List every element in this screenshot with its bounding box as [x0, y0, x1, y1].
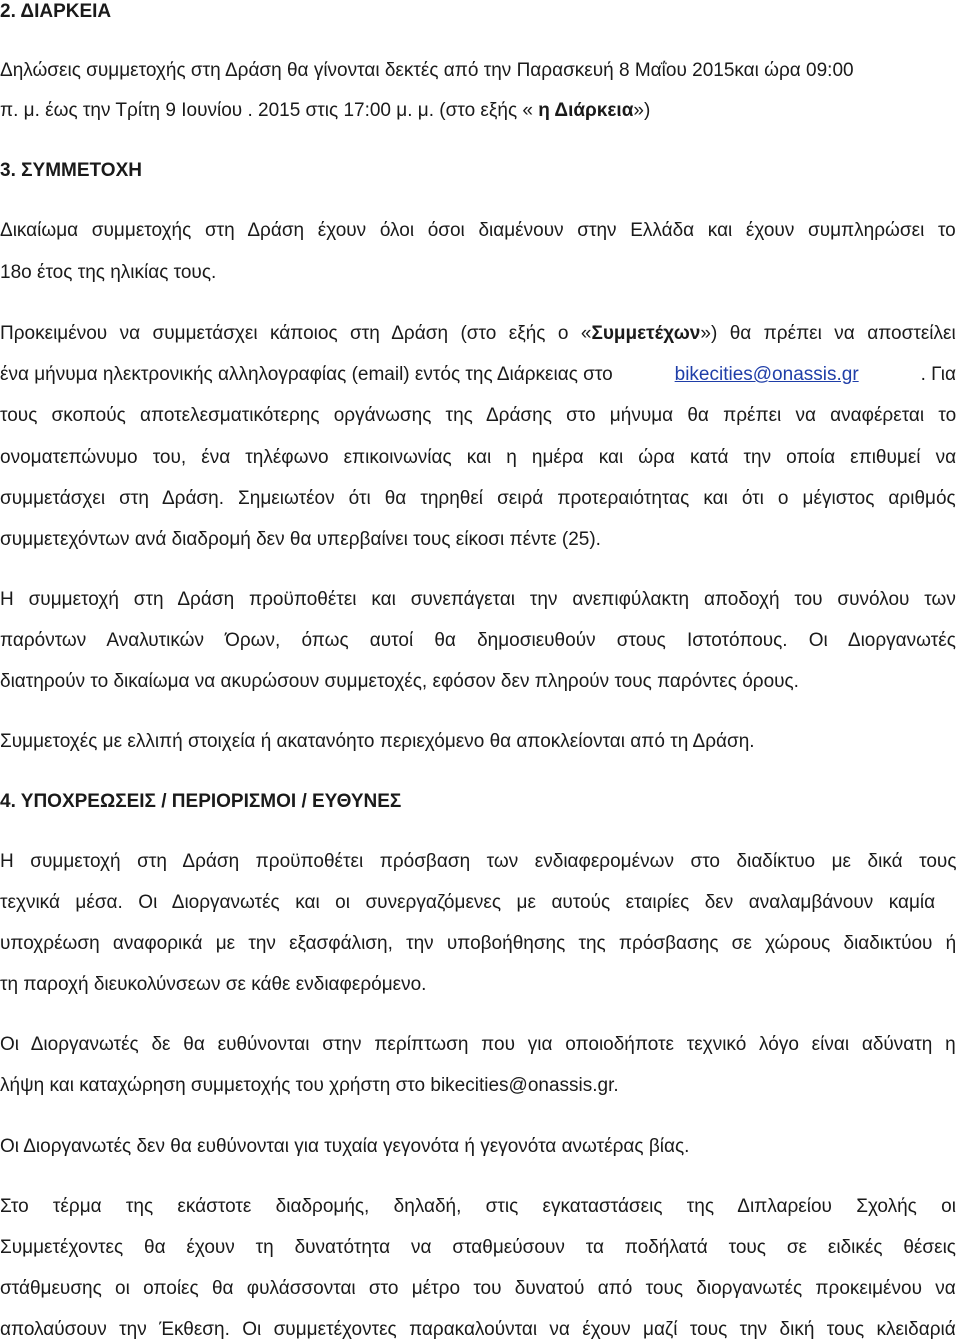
section-2-line-1: Δηλώσεις συμμετοχής στη Δράση θα γίνονται δεκτές από την Παρασκευή 8 Μαΐου 2015και ώρα 09:00 [0, 60, 854, 81]
section-4-heading: 4. ΥΠΟΧΡΕΩΣΕΙΣ / ΠΕΡΙΟΡΙΣΜΟΙ / ΕΥΘΥΝΕΣ [0, 791, 402, 812]
s3-p1-line-1: Δικαίωμα συμμετοχής στη Δράση έχουν όλοι όσοι διαμένουν στην Ελλάδα και έχουν συμπληρώσει το [0, 220, 956, 241]
section-3-heading: 3. ΣΥΜΜΕΤΟΧΗ [0, 160, 142, 181]
s4-p3: Οι Διοργανωτές δεν θα ευθύνονται για τυχαία γεγονότα ή γεγονότα ανωτέρας βίας. [0, 1136, 690, 1157]
participant-term: Συμμετέχων [591, 323, 701, 344]
s4-p2-line-1: Οι Διοργανωτές δε θα ευθύνονται στην περίπτωση που για οποιοδήποτε τεχνικό λόγο είναι αδύνατη η [0, 1034, 956, 1055]
s3-p2-line-6: συμμετεχόντων ανά διαδρομή δεν θα υπερβαίνει τους είκοσι πέντε (25). [0, 529, 601, 550]
duration-term: η Διάρκεια [532, 100, 634, 121]
s4-p1-line-2: τεχνικά μέσα. Οι Διοργανωτές και οι συνεργαζόμενες με αυτούς εταιρίες δεν αναλαμβάνουν καμία [0, 892, 936, 913]
s4-p4-line-4: απολαύσουν την Έκθεση. Οι συμμετέχοντες παρακαλούνται να έχουν μαζί τους την δική τους κλειδαριά [0, 1319, 956, 1340]
s3-p2-line-3: τους σκοπούς αποτελεσματικότερης οργάνωσης της Δράσης στο μήνυμα θα πρέπει να αναφέρεται το [0, 405, 957, 426]
s4-p4-line-3: στάθμευσης οι οποίες θα φυλάσσονται στο μέτρο του δυνατού από τους διοργανωτές προκειμένου να [0, 1278, 956, 1299]
s3-p3-line-1: Η συμμετοχή στη Δράση προϋποθέτει και συνεπάγεται την ανεπιφύλακτη αποδοχή του συνόλου των [0, 589, 956, 610]
s3-p4: Συμμετοχές με ελλιπή στοιχεία ή ακατανόητο περιεχόμενο θα αποκλείονται από τη Δράση. [0, 731, 755, 752]
s3-p2-line-2-text: ένα μήνυμα ηλεκτρονικής αλληλογραφίας (email) εντός της Διάρκειας στο [0, 364, 613, 385]
section-2-heading: 2. ΔΙΑΡΚΕΙΑ [0, 1, 112, 22]
section-2-line-2-text: π. μ. έως την Τρίτη 9 Ιουνίου . 2015 στις 17:00 μ. μ. (στο εξής « [0, 100, 533, 121]
email-link[interactable]: bikecities@onassis.gr [674, 364, 859, 385]
s3-p2-line-4: ονοματεπώνυμο του, ένα τηλέφωνο επικοινωνίας και η ημέρα και ώρα κατά την οποία επιθυμεί να [0, 447, 957, 468]
s3-p2-line-2-end: . Για [920, 364, 956, 385]
section-2-line-2-close: ») [633, 100, 651, 121]
s3-p3-line-2: παρόντων Αναλυτικών Όρων, όπως αυτοί θα δημοσιευθούν στους Ιστοτόπους. Οι Διοργανωτές [0, 630, 956, 651]
s3-p2-line-5: συμμετάσχει στη Δράση. Σημειωτέον ότι θα τηρηθεί σειρά προτεραιότητας και ότι ο μέγιστος αριθμός [0, 488, 956, 509]
s4-p1-line-1: Η συμμετοχή στη Δράση προϋποθέτει πρόσβαση των ενδιαφερομένων στο διαδίκτυο με δικά τους [0, 851, 957, 872]
s4-p4-line-2: Συμμετέχοντες θα έχουν τη δυνατότητα να σταθμεύσουν τα ποδήλατά τους σε ειδικές θέσεις [0, 1237, 956, 1258]
s3-p1-line-2: 18ο έτος της ηλικίας τους. [0, 262, 217, 283]
s3-p2-line-1-text: Προκειμένου να συμμετάσχει κάποιος στη Δράση (στο εξής ο « [0, 323, 592, 344]
s4-p4-line-1: Στο τέρμα της εκάστοτε διαδρομής, δηλαδή, στις εγκαταστάσεις της Διπλαρείου Σχολής οι [0, 1196, 956, 1217]
s3-p3-line-3: διατηρούν το δικαίωμα να ακυρώσουν συμμετοχές, εφόσον δεν πληρούν τους παρόντες όρους. [0, 671, 799, 692]
s3-p2-line-1-end: ») θα πρέπει να αποστείλει [700, 323, 956, 344]
s3-p2-line-2 [0, 363, 956, 387]
s4-p1-line-4: τη παροχή διευκολύνσεων σε κάθε ενδιαφερόμενο. [0, 974, 427, 995]
s4-p2-line-2: λήψη και καταχώρηση συμμετοχής του χρήστη στο bikecities@onassis.gr. [0, 1075, 619, 1096]
s4-p1-line-3: υποχρέωση αναφορικά με την εξασφάλιση, την υποβοήθησης της πρόσβασης σε χώρους διαδικτύου ή [0, 933, 957, 954]
section-2-line-2 [0, 99, 650, 123]
s3-p2-line-1 [0, 322, 956, 346]
